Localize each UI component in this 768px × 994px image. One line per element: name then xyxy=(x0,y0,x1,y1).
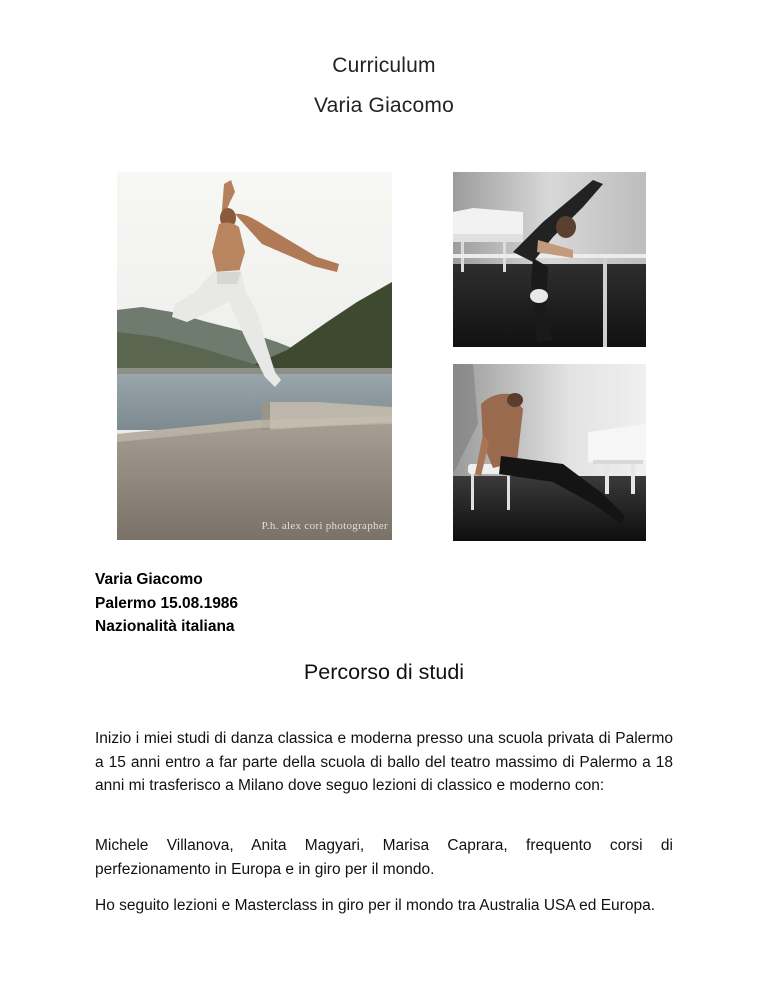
studies-paragraph: Ho seguito lezioni e Masterclass in giro per il mondo tra Australia USA ed Europa. xyxy=(95,897,656,914)
photo-watermark: P.h. alex cori photographer xyxy=(261,520,388,532)
photo-dancer-backbend xyxy=(453,364,646,541)
personal-name: Varia Giacomo xyxy=(95,571,203,588)
personal-birth: Palermo 15.08.1986 xyxy=(95,594,239,612)
photo-dancer-barre-stretch xyxy=(453,172,646,347)
photo-dancer-leap-lake xyxy=(117,172,392,540)
document-title: Curriculum xyxy=(332,54,436,77)
studies-paragraph: Michele Villanova, Anita Magyari, Marisa Caprara, frequento corsi di perfezionamento in Europa e in giro per il mondo. xyxy=(95,837,673,878)
section-heading-studies: Percorso di studi xyxy=(303,660,465,684)
studies-paragraph: Inizio i miei studi di danza classica e moderna presso una scuola privata di Palermo a 15 anni entro a far parte della scuola di ballo del teatro massimo di Palermo a 18 anni mi trasferisco a Milano dove seguo lezioni di classico e moderno con: xyxy=(95,730,673,794)
document-subtitle-name: Varia Giacomo xyxy=(314,94,454,117)
personal-info xyxy=(95,568,238,639)
personal-nationality: Nazionalità italiana xyxy=(95,618,235,635)
